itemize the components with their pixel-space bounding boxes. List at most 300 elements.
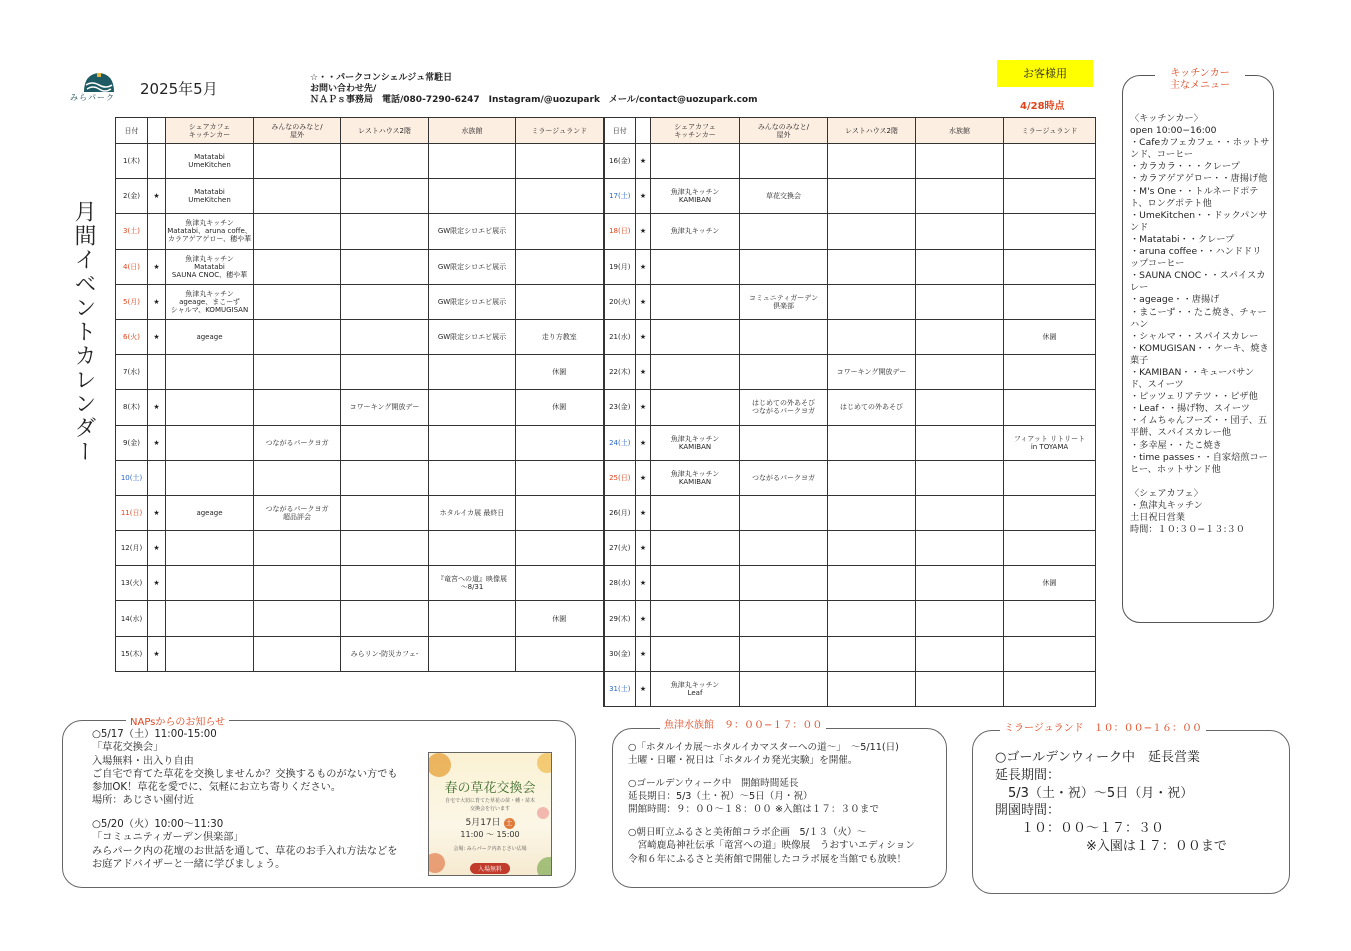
- event-cell-aqua: [916, 495, 1004, 530]
- event-cell-cafe: [166, 636, 254, 671]
- poster-badge-wrap: [429, 856, 551, 875]
- poster-sub2: 交換会を行います: [469, 806, 510, 812]
- kitchen-line: 時間：１０:３０−１３:３０: [1130, 524, 1245, 536]
- event-cell-cafe: [651, 390, 740, 425]
- event-cell-minato: [740, 495, 828, 530]
- event-cell-rest: [828, 601, 916, 636]
- event-cell-minato: つながるパークヨガ: [254, 425, 341, 460]
- event-cell-cafe: [651, 355, 740, 390]
- event-cell-cafe: [166, 390, 254, 425]
- col-aqua: 水族館: [916, 118, 1004, 144]
- event-cell-cafe: [651, 601, 740, 636]
- event-cell-mirage: [516, 636, 604, 671]
- event-cell-cafe: ageage: [166, 495, 254, 530]
- concierge-star: ★: [636, 390, 651, 425]
- kitchen-line: ・魚津丸キッチン: [1130, 499, 1203, 511]
- event-cell-rest: [828, 531, 916, 566]
- calendar-row: [116, 179, 1096, 214]
- date-cell: 16(金): [604, 144, 636, 179]
- kitchen-line: ・UmeKitchen・・ドックパンサンド: [1130, 209, 1268, 233]
- concierge-star: [148, 601, 166, 636]
- date-cell: 4(日): [116, 249, 148, 284]
- empty-cell: [341, 671, 429, 706]
- event-cell-minato: [254, 636, 341, 671]
- kitchen-line: ・カラカラ・・・クレープ: [1130, 161, 1240, 173]
- event-cell-rest: [341, 495, 429, 530]
- concierge-star: ★: [636, 566, 651, 601]
- event-cell-minato: [254, 460, 341, 495]
- event-cell-rest: [341, 249, 429, 284]
- event-cell-cafe: 魚津丸キッチン Matatabi SAUNA CNOC、穂や華: [166, 249, 254, 284]
- kitchen-car-menu: [1130, 113, 1270, 536]
- event-cell-minato: [740, 355, 828, 390]
- event-cell-mirage: [516, 495, 604, 530]
- event-cell-rest: みらリン-防災カフェ-: [341, 636, 429, 671]
- event-cell-rest: [341, 319, 429, 354]
- concierge-star: ★: [148, 390, 166, 425]
- date-cell: 25(日): [604, 460, 636, 495]
- event-cell-minato: [254, 355, 341, 390]
- naps-notice-body: [92, 728, 398, 871]
- kitchen-line: ・多幸屋・・たこ焼き: [1130, 439, 1222, 451]
- kitchen-line: ・Leaf・・揚げ物、スイーツ: [1130, 403, 1250, 415]
- event-cell-mirage: 休園: [516, 355, 604, 390]
- event-cell-mirage: [516, 284, 604, 319]
- date-cell: 17(土): [604, 179, 636, 214]
- event-cell-minato: つながるパークヨガ 超品評会: [254, 495, 341, 530]
- mirage-line: 開園時間：: [995, 803, 1061, 819]
- event-cell-rest: [828, 636, 916, 671]
- event-cell-mirage: [516, 531, 604, 566]
- col-aqua: 水族館: [429, 118, 516, 144]
- concierge-star: ★: [148, 284, 166, 319]
- empty-cell: [516, 671, 604, 706]
- concierge-star: ★: [636, 249, 651, 284]
- mirage-line: １０：００～１７：３０: [995, 821, 1165, 837]
- event-cell-aqua: [916, 355, 1004, 390]
- concierge-star: [148, 214, 166, 249]
- event-cell-cafe: [651, 249, 740, 284]
- event-cell-cafe: [166, 460, 254, 495]
- event-cell-minato: [254, 601, 341, 636]
- event-cell-aqua: [429, 636, 516, 671]
- concierge-star: ★: [636, 636, 651, 671]
- kitchen-line: ・KOMUGISAN・・ケーキ、焼き菓子: [1130, 342, 1269, 366]
- vertical-title: 月間イベントカレンダー: [71, 200, 96, 464]
- concierge-star: ★: [636, 460, 651, 495]
- contact-details: ＮＡＰｓ事務局 電話/080-7290-6247 Instagram/@uozupark メール/contact@uozupark.com: [310, 95, 758, 105]
- event-cell-cafe: [166, 355, 254, 390]
- aquarium-line: ○「ホタルイカ展〜ホタルイカマスターへの道〜」 ～5/11(日): [628, 742, 899, 753]
- event-cell-minato: [740, 425, 828, 460]
- event-cell-rest: [828, 284, 916, 319]
- event-cell-minato: [254, 390, 341, 425]
- event-cell-rest: [828, 460, 916, 495]
- event-cell-aqua: [916, 636, 1004, 671]
- event-cell-cafe: 魚津丸キッチン Matatabi、aruna coffe、 カラアゲアゲロー、穂や華: [166, 214, 254, 249]
- aquarium-line: [628, 767, 915, 777]
- event-cell-cafe: [166, 601, 254, 636]
- event-cell-minato: [740, 566, 828, 601]
- concierge-star: ★: [636, 355, 651, 390]
- event-cell-cafe: [166, 531, 254, 566]
- poster-sub1: 自宅で大切に育てた草花の苗・種・苗木: [444, 798, 535, 804]
- event-cell-mirage: [516, 566, 604, 601]
- naps-line: [92, 808, 398, 818]
- event-cell-cafe: 魚津丸キッチン: [651, 214, 740, 249]
- date-cell: 27(火): [604, 531, 636, 566]
- event-cell-mirage: 走り方教室: [516, 319, 604, 354]
- event-cell-mirage: [1004, 179, 1096, 214]
- calendar-row: [116, 460, 1096, 495]
- event-cell-minato: [254, 319, 341, 354]
- date-cell: 11(日): [116, 495, 148, 530]
- event-cell-minato: つながるパークヨガ: [740, 460, 828, 495]
- concierge-star: [148, 144, 166, 179]
- naps-line: 場所：あじさい園付近: [92, 795, 194, 807]
- kitchen-line: ・time passes・・自家焙煎コーヒー、ホットサンド他: [1130, 451, 1268, 475]
- event-cell-aqua: [916, 566, 1004, 601]
- event-cell-cafe: [166, 425, 254, 460]
- date-cell: 12(月): [116, 531, 148, 566]
- event-cell-rest: [341, 179, 429, 214]
- col-date: 日付: [116, 118, 148, 144]
- col-star: [148, 118, 166, 144]
- concierge-star: ★: [636, 531, 651, 566]
- event-cell-rest: [828, 671, 916, 706]
- calendar-row: [116, 390, 1096, 425]
- concierge-star: [148, 460, 166, 495]
- event-cell-aqua: [916, 179, 1004, 214]
- event-calendar: [115, 117, 1096, 707]
- concierge-star: ★: [636, 425, 651, 460]
- empty-cell: [116, 671, 148, 706]
- calendar-header-row: [116, 118, 1096, 144]
- aquarium-line: ○朝日町立ふるさと美術館コラボ企画 5/１３（火）～: [628, 827, 867, 839]
- event-cell-rest: [828, 214, 916, 249]
- as-of-date: 4/28時点: [1020, 101, 1065, 112]
- concierge-star: ★: [148, 249, 166, 284]
- calendar-row: [116, 249, 1096, 284]
- event-cell-mirage: [1004, 495, 1096, 530]
- event-cell-aqua: [429, 144, 516, 179]
- event-cell-cafe: [651, 566, 740, 601]
- event-cell-rest: [828, 144, 916, 179]
- calendar-row: [116, 355, 1096, 390]
- event-cell-mirage: [516, 460, 604, 495]
- date-cell: 21(水): [604, 319, 636, 354]
- event-cell-mirage: [1004, 460, 1096, 495]
- event-cell-rest: [341, 531, 429, 566]
- event-cell-rest: [828, 319, 916, 354]
- event-cell-minato: [740, 144, 828, 179]
- concierge-star: ★: [636, 495, 651, 530]
- event-cell-minato: [740, 531, 828, 566]
- event-cell-cafe: [651, 495, 740, 530]
- event-cell-mirage: [516, 144, 604, 179]
- date-cell: 22(木): [604, 355, 636, 390]
- naps-line: ○5/20（火）10:00～11:30: [92, 818, 224, 830]
- event-cell-mirage: [516, 425, 604, 460]
- kitchen-line: ・まこーず・・たこ焼き、チャーハン: [1130, 306, 1267, 330]
- event-cell-mirage: フィアット リトリート in TOYAMA: [1004, 425, 1096, 460]
- event-cell-mirage: [1004, 636, 1096, 671]
- event-cell-aqua: [916, 531, 1004, 566]
- event-cell-mirage: [516, 249, 604, 284]
- date-cell: 19(月): [604, 249, 636, 284]
- empty-cell: [148, 671, 166, 706]
- col-date: 日付: [604, 118, 636, 144]
- event-cell-rest: [341, 284, 429, 319]
- event-cell-aqua: [916, 249, 1004, 284]
- kitchen-line: ・Cafeカフェカフェ・・ホットサンド、コーヒー: [1130, 137, 1270, 161]
- mirage-body: [995, 749, 1227, 856]
- concierge-star: ★: [636, 144, 651, 179]
- calendar-row: [116, 636, 1096, 671]
- naps-line: 参加OK！草花を愛でに、気軽にお立ち寄りください。: [92, 782, 342, 794]
- event-cell-rest: [828, 566, 916, 601]
- concierge-star: [148, 355, 166, 390]
- event-cell-rest: [341, 425, 429, 460]
- calendar-row: [116, 531, 1096, 566]
- event-cell-cafe: [651, 144, 740, 179]
- calendar-row: [116, 284, 1096, 319]
- aquarium-line: [628, 817, 915, 827]
- date-cell: 23(金): [604, 390, 636, 425]
- event-cell-minato: [740, 601, 828, 636]
- calendar-row: [116, 566, 1096, 601]
- event-cell-mirage: 休園: [1004, 319, 1096, 354]
- event-cell-cafe: 魚津丸キッチン KAMIBAN: [651, 179, 740, 214]
- concierge-star: ★: [148, 495, 166, 530]
- event-cell-cafe: [651, 636, 740, 671]
- event-cell-minato: [740, 249, 828, 284]
- aquarium-line: ○ゴールデンウィーク中 開館時間延長: [628, 778, 799, 789]
- event-cell-cafe: [651, 319, 740, 354]
- col-star: [636, 118, 651, 144]
- event-cell-aqua: GW限定シロエビ展示: [429, 284, 516, 319]
- kitchen-line: ・KAMIBAN・・キューバサンド、スイーツ: [1130, 366, 1255, 391]
- event-cell-rest: [341, 601, 429, 636]
- aquarium-line: 開館時間：９：００～１８：００ ※入館は１７：３０まで: [628, 804, 879, 816]
- col-rest: レストハウス2階: [828, 118, 916, 144]
- event-cell-rest: [341, 144, 429, 179]
- col-cafe: シェアカフェ キッチンカー: [651, 118, 740, 144]
- event-cell-cafe: [166, 566, 254, 601]
- audience-badge: お客様用: [997, 60, 1093, 87]
- event-cell-minato: [254, 214, 341, 249]
- kitchen-car-title: キッチンカー 主なメニュー: [1155, 68, 1245, 92]
- event-cell-cafe: [651, 531, 740, 566]
- concierge-star: ★: [636, 601, 651, 636]
- col-mirage: ミラージュランド: [516, 118, 604, 144]
- kitchen-line: open 10:00−16:00: [1130, 125, 1217, 137]
- mirage-title: ミラージュランド １０：００−１６：００: [1000, 719, 1206, 734]
- event-cell-aqua: [916, 284, 1004, 319]
- col-cafe: シェアカフェ キッチンカー: [166, 118, 254, 144]
- poster-day: 土: [505, 819, 513, 827]
- kitchen-line: ・Matatabi・・クレープ: [1130, 233, 1235, 245]
- col-mirage: ミラージュランド: [1004, 118, 1096, 144]
- event-cell-mirage: [1004, 214, 1096, 249]
- event-cell-aqua: ホタルイカ展 最終日: [429, 495, 516, 530]
- naps-line: 入場無料・出入り自由: [92, 755, 194, 767]
- date-cell: 31(土): [604, 671, 636, 706]
- event-cell-cafe: 魚津丸キッチン KAMIBAN: [651, 460, 740, 495]
- aquarium-line: 宮崎鹿島神社伝承「竜宮への道」映像展 うおすいエディション: [628, 840, 915, 852]
- event-cell-minato: [254, 179, 341, 214]
- event-cell-aqua: GW限定シロエビ展示: [429, 319, 516, 354]
- event-cell-minato: 草花交換会: [740, 179, 828, 214]
- naps-line: 「草花交換会」: [92, 742, 164, 754]
- event-cell-rest: [341, 355, 429, 390]
- col-minato: みんなのみなと/ 屋外: [740, 118, 828, 144]
- date-cell: 15(木): [116, 636, 148, 671]
- aquarium-title: 魚津水族館 ９：００−１７：００: [660, 716, 826, 731]
- date-cell: 28(水): [604, 566, 636, 601]
- aquarium-line: 土曜・日曜・祝日は「ホタルイカ発光実験」を開催。: [628, 755, 858, 767]
- event-cell-aqua: GW限定シロエビ展示: [429, 249, 516, 284]
- event-cell-aqua: [429, 355, 516, 390]
- date-cell: 9(金): [116, 425, 148, 460]
- event-cell-mirage: 休園: [1004, 566, 1096, 601]
- calendar-row: [116, 495, 1096, 530]
- event-cell-mirage: [1004, 671, 1096, 706]
- event-cell-aqua: [916, 425, 1004, 460]
- event-cell-aqua: [429, 460, 516, 495]
- mirage-line: ○ゴールデンウィーク中 延長営業: [995, 750, 1201, 765]
- event-cell-aqua: [429, 390, 516, 425]
- poster-badge: 入場無料: [470, 863, 510, 874]
- event-cell-rest: コワーキング開放デー: [341, 390, 429, 425]
- event-cell-aqua: [916, 460, 1004, 495]
- naps-line: みらパーク内の花壇のお世話を通して、草花のお手入れ方法などを: [92, 845, 398, 857]
- calendar-row: [116, 319, 1096, 354]
- event-cell-aqua: [916, 671, 1004, 706]
- event-cell-mirage: [516, 214, 604, 249]
- event-cell-minato: [254, 531, 341, 566]
- kitchen-line: 〈キッチンカー〉: [1130, 113, 1203, 124]
- event-cell-mirage: [1004, 601, 1096, 636]
- aquarium-line: 令和６年にふるさと美術館で開催したコラボ展を当館でも放映！: [628, 853, 907, 865]
- concierge-star: ★: [148, 425, 166, 460]
- poster-place: 会場: みらパーク内あじさい広場: [453, 846, 527, 852]
- naps-line: 「コミュニティガーデン倶楽部」: [92, 832, 244, 844]
- event-cell-mirage: 休園: [516, 390, 604, 425]
- event-cell-mirage: [1004, 249, 1096, 284]
- event-cell-mirage: [516, 179, 604, 214]
- date-cell: 30(金): [604, 636, 636, 671]
- event-cell-aqua: [429, 425, 516, 460]
- event-cell-minato: [740, 671, 828, 706]
- date-cell: 13(火): [116, 566, 148, 601]
- event-cell-aqua: [429, 531, 516, 566]
- event-cell-minato: [740, 636, 828, 671]
- poster-date-text: 5月17日: [465, 818, 501, 828]
- date-cell: 10(土): [116, 460, 148, 495]
- date-cell: 7(水): [116, 355, 148, 390]
- event-cell-aqua: GW限定シロエビ展示: [429, 214, 516, 249]
- event-cell-aqua: [916, 390, 1004, 425]
- date-cell: 24(土): [604, 425, 636, 460]
- kitchen-line: ・ピッツェリアテツ・・ピザ他: [1130, 391, 1258, 403]
- kitchen-line: ・シャルマ・・スパイスカレー: [1130, 330, 1259, 342]
- date-cell: 6(火): [116, 319, 148, 354]
- naps-line: ご自宅で育てた草花を交換しませんか？交換するものがない方でも: [92, 768, 398, 780]
- event-cell-cafe: Matatabi UmeKitchen: [166, 144, 254, 179]
- event-cell-cafe: 魚津丸キッチン ageage、まこーず シャルマ、KOMUGISAN: [166, 284, 254, 319]
- concierge-star: ★: [636, 214, 651, 249]
- event-cell-rest: はじめての外あそび: [828, 390, 916, 425]
- event-cell-aqua: 『竜宮への道』映像展 ～8/31: [429, 566, 516, 601]
- event-cell-cafe: 魚津丸キッチン Leaf: [651, 671, 740, 706]
- poster-heading: 春の草花交換会: [444, 781, 536, 796]
- event-cell-minato: [254, 249, 341, 284]
- date-cell: 5(月): [116, 284, 148, 319]
- naps-line: ○5/17（土）11:00-15:00: [92, 729, 217, 740]
- event-cell-aqua: [916, 214, 1004, 249]
- concierge-note: ☆・・パークコンシェルジュ常駐日: [310, 73, 453, 83]
- naps-notice-title: NAPsからのお知らせ: [126, 713, 229, 728]
- kitchen-line: ・M's One・・トルネードポテト、ロングポテト他: [1130, 185, 1259, 209]
- event-cell-mirage: [1004, 355, 1096, 390]
- calendar-row: [116, 425, 1096, 460]
- date-cell: 20(火): [604, 284, 636, 319]
- event-cell-minato: [740, 319, 828, 354]
- date-cell: 1(木): [116, 144, 148, 179]
- aquarium-body: [628, 741, 915, 866]
- kitchen-line: ・SAUNA CNOC・・スパイスカレー: [1130, 270, 1266, 294]
- event-cell-rest: コワーキング開放デー: [828, 355, 916, 390]
- event-cell-mirage: [1004, 284, 1096, 319]
- event-cell-mirage: [1004, 531, 1096, 566]
- poster-time: 11:00 ～ 15:00: [460, 830, 520, 839]
- event-cell-aqua: [916, 601, 1004, 636]
- poster-date: [429, 815, 551, 829]
- mirage-line: 延長期間：: [995, 767, 1061, 783]
- date-cell: 3(土): [116, 214, 148, 249]
- empty-cell: [166, 671, 254, 706]
- page-title: 2025年5月: [140, 80, 218, 98]
- aquarium-line: 延長期日：5/3（土・祝）～5日（月・祝）: [628, 791, 813, 803]
- calendar-row: [116, 144, 1096, 179]
- date-cell: 2(金): [116, 179, 148, 214]
- flower-exchange-poster: [428, 752, 552, 876]
- empty-cell: [254, 671, 341, 706]
- concierge-star: ★: [148, 566, 166, 601]
- concierge-star: ★: [148, 531, 166, 566]
- concierge-star: ★: [636, 319, 651, 354]
- event-cell-rest: [341, 460, 429, 495]
- event-cell-minato: [740, 214, 828, 249]
- event-cell-mirage: 休園: [516, 601, 604, 636]
- event-cell-minato: コミュニティガーデン 倶楽部: [740, 284, 828, 319]
- concierge-star: ★: [636, 671, 651, 706]
- mirage-line: 5/3（土・祝）～5日（月・祝）: [995, 785, 1194, 801]
- event-cell-rest: [341, 566, 429, 601]
- event-cell-rest: [828, 249, 916, 284]
- event-cell-rest: [828, 425, 916, 460]
- event-cell-mirage: [1004, 144, 1096, 179]
- date-cell: 8(木): [116, 390, 148, 425]
- date-cell: 29(木): [604, 601, 636, 636]
- event-cell-minato: はじめての外あそび つながるパークヨガ: [740, 390, 828, 425]
- event-cell-minato: [254, 144, 341, 179]
- concierge-star: ★: [636, 179, 651, 214]
- concierge-star: ★: [148, 179, 166, 214]
- event-cell-cafe: [651, 284, 740, 319]
- date-cell: 26(月): [604, 495, 636, 530]
